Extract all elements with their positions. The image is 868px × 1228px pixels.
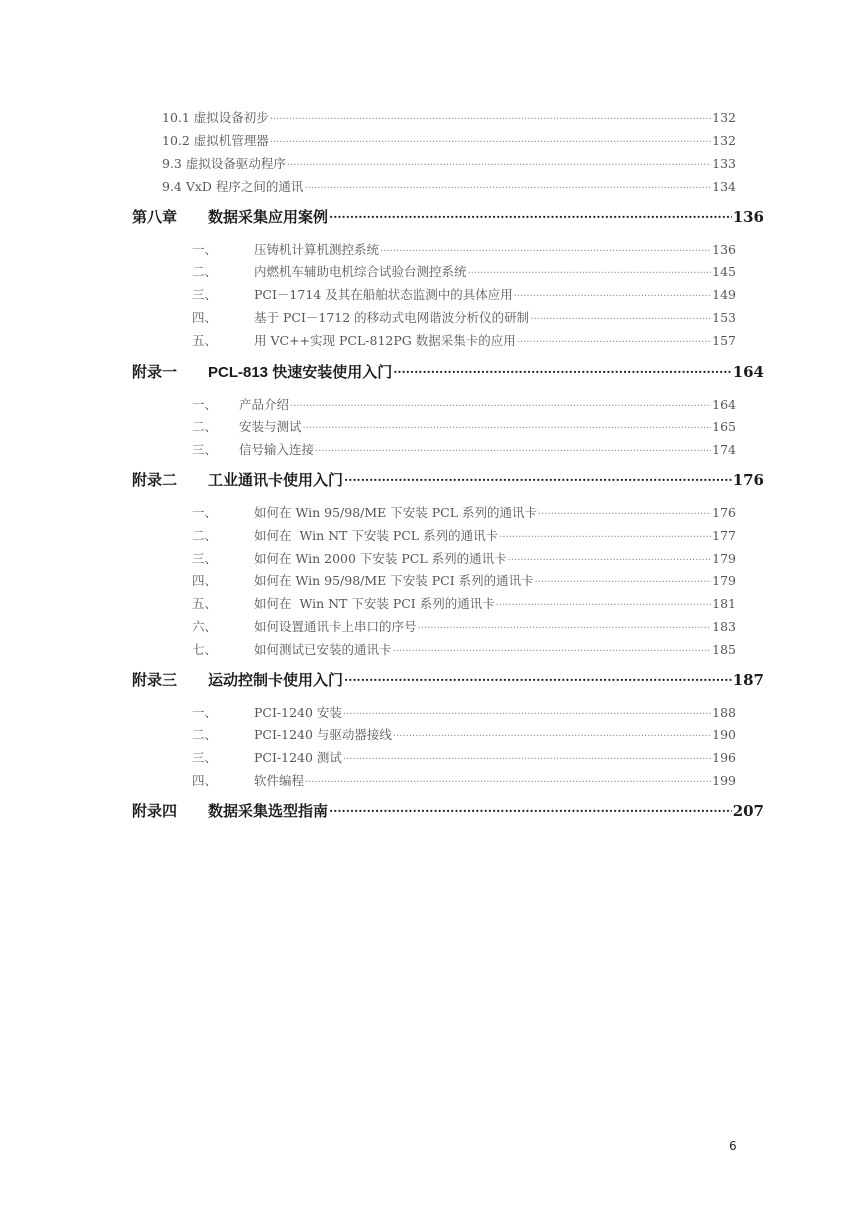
item-number: 二、 bbox=[192, 727, 218, 742]
chapter-label: 附录二 bbox=[132, 471, 178, 489]
toc-page-number: 136 bbox=[712, 242, 736, 257]
toc-entry-text: 信号输入连接 bbox=[239, 442, 315, 457]
toc-item bbox=[192, 725, 736, 743]
toc-entry-text: 9.3 虚拟设备驱动程序 bbox=[162, 156, 286, 171]
toc-entry-text: 安装与测试 bbox=[239, 419, 302, 434]
toc-page-number: 157 bbox=[712, 333, 736, 348]
chapter-title: 数据采集应用案例 bbox=[208, 208, 329, 226]
leader-dots bbox=[305, 773, 711, 786]
leader-dots bbox=[304, 179, 711, 192]
leader-dots bbox=[517, 333, 711, 346]
item-number: 一、 bbox=[192, 505, 218, 520]
item-number: 五、 bbox=[192, 596, 218, 611]
toc-chapter-heading bbox=[132, 206, 764, 227]
leader-dots bbox=[514, 287, 711, 300]
toc-page-number: 188 bbox=[712, 705, 736, 720]
toc-page-number: 199 bbox=[712, 773, 736, 788]
item-number: 三、 bbox=[192, 551, 218, 566]
item-number: 四、 bbox=[192, 573, 218, 588]
leader-dots bbox=[393, 727, 711, 740]
toc-item bbox=[192, 262, 736, 280]
toc-page-number: 181 bbox=[712, 596, 736, 611]
toc-item bbox=[192, 440, 736, 458]
toc-entry-text: 产品介绍 bbox=[239, 397, 290, 412]
toc-entry-text: 内燃机车辅助电机综合试验台测控系统 bbox=[254, 264, 467, 279]
toc-entry-text: PCI-1240 与驱动器接线 bbox=[254, 727, 392, 742]
toc-item bbox=[192, 308, 736, 326]
item-number: 一、 bbox=[192, 242, 218, 257]
toc-page-number: 183 bbox=[712, 619, 736, 634]
toc-chapter-heading bbox=[132, 469, 764, 490]
toc-entry-text: 10.2 虚拟机管理器 bbox=[162, 133, 269, 148]
toc-chapter-heading bbox=[132, 361, 764, 382]
toc-chapter-heading bbox=[132, 669, 764, 690]
toc-item bbox=[192, 617, 736, 635]
leader-dots bbox=[329, 801, 732, 816]
leader-dots bbox=[287, 156, 711, 169]
toc-item bbox=[192, 594, 736, 612]
toc-entry-text: 如何设置通讯卡上串口的序号 bbox=[254, 619, 417, 634]
leader-dots bbox=[344, 470, 732, 485]
toc-page-number: 176 bbox=[732, 471, 764, 489]
leader-dots bbox=[270, 110, 711, 123]
toc-item bbox=[192, 771, 736, 789]
toc-page-number: 176 bbox=[712, 505, 736, 520]
toc-entry-text: 如何在 Win 95/98/ME 下安装 PCI 系列的通讯卡 bbox=[254, 573, 534, 588]
toc-sub-entry bbox=[162, 131, 736, 149]
toc-page-number: 136 bbox=[732, 208, 764, 226]
leader-dots bbox=[468, 264, 712, 277]
toc-item bbox=[192, 503, 736, 521]
chapter-title: 运动控制卡使用入门 bbox=[208, 671, 344, 689]
toc-page-number: 207 bbox=[732, 802, 764, 820]
item-number: 一、 bbox=[192, 397, 218, 412]
chapter-title: 工业通讯卡使用入门 bbox=[208, 471, 344, 489]
leader-dots bbox=[270, 133, 711, 146]
toc-page-number: 190 bbox=[712, 727, 736, 742]
chapter-label: 附录一 bbox=[132, 363, 178, 381]
leader-dots bbox=[418, 619, 712, 632]
chapter-title: PCL-813 快速安装使用入门 bbox=[208, 364, 393, 381]
toc-item bbox=[192, 703, 736, 721]
toc-entry-text: 如何在 Win 2000 下安装 PCL 系列的通讯卡 bbox=[254, 551, 507, 566]
item-number: 一、 bbox=[192, 705, 218, 720]
toc-page-number: 133 bbox=[712, 156, 736, 171]
toc-page-number: 145 bbox=[712, 264, 736, 279]
toc-page-number: 179 bbox=[712, 551, 736, 566]
toc-item bbox=[192, 571, 736, 589]
toc-entry-text: 软件编程 bbox=[254, 773, 305, 788]
toc-entry-text: PCI-1240 测试 bbox=[254, 750, 342, 765]
chapter-title: 数据采集选型指南 bbox=[208, 802, 329, 820]
leader-dots bbox=[393, 362, 731, 377]
leader-dots bbox=[343, 750, 711, 763]
toc-sub-entry bbox=[162, 108, 736, 126]
toc-page-number: 185 bbox=[712, 642, 736, 657]
leader-dots bbox=[496, 596, 711, 609]
leader-dots bbox=[303, 419, 712, 432]
toc-item bbox=[192, 285, 736, 303]
toc-entry-text: 用 VC++实现 PCL-812PG 数据采集卡的应用 bbox=[254, 333, 516, 348]
toc-entry-text: 压铸机计算机测控系统 bbox=[254, 242, 380, 257]
item-number: 二、 bbox=[192, 528, 218, 543]
toc-page-number: 187 bbox=[732, 671, 764, 689]
toc-sub-entry bbox=[162, 154, 736, 172]
toc-page-number: 134 bbox=[712, 179, 736, 194]
footer-page-number: 6 bbox=[729, 1139, 737, 1153]
item-number: 三、 bbox=[192, 287, 218, 302]
toc-entry-text: 如何在 Win NT 下安装 PCL 系列的通讯卡 bbox=[254, 528, 499, 543]
leader-dots bbox=[499, 528, 711, 541]
toc-page-number: 153 bbox=[712, 310, 736, 325]
toc-entry-text: 基于 PCI－1712 的移动式电网谐波分析仪的研制 bbox=[254, 310, 530, 325]
item-number: 三、 bbox=[192, 442, 218, 457]
item-number: 七、 bbox=[192, 642, 218, 657]
chapter-label: 附录三 bbox=[132, 671, 178, 689]
chapter-label: 附录四 bbox=[132, 802, 178, 820]
toc-entry-text: 如何在 Win NT 下安装 PCI 系列的通讯卡 bbox=[254, 596, 495, 611]
item-number: 二、 bbox=[192, 419, 218, 434]
toc-item bbox=[192, 526, 736, 544]
item-number: 四、 bbox=[192, 310, 218, 325]
toc-page-number: 177 bbox=[712, 528, 736, 543]
item-number: 四、 bbox=[192, 773, 218, 788]
leader-dots bbox=[343, 705, 711, 718]
item-number: 二、 bbox=[192, 264, 218, 279]
leader-dots bbox=[508, 551, 712, 564]
leader-dots bbox=[329, 207, 732, 222]
leader-dots bbox=[380, 242, 711, 255]
toc-page-number: 149 bbox=[712, 287, 736, 302]
toc-entry-text: PCI-1240 安装 bbox=[254, 705, 342, 720]
toc-page-number: 164 bbox=[712, 397, 736, 412]
toc-page-number: 164 bbox=[732, 363, 764, 381]
toc-item bbox=[192, 640, 736, 658]
toc-item bbox=[192, 240, 736, 258]
toc-page-number: 179 bbox=[712, 573, 736, 588]
chapter-label: 第八章 bbox=[132, 208, 178, 226]
toc-item bbox=[192, 549, 736, 567]
toc-page-number: 174 bbox=[712, 442, 736, 457]
toc-item bbox=[192, 331, 736, 349]
item-number: 六、 bbox=[192, 619, 218, 634]
item-number: 三、 bbox=[192, 750, 218, 765]
toc-page-number: 132 bbox=[712, 133, 736, 148]
leader-dots bbox=[290, 397, 711, 410]
toc-entry-text: 10.1 虚拟设备初步 bbox=[162, 110, 269, 125]
toc-item bbox=[192, 748, 736, 766]
leader-dots bbox=[535, 573, 712, 586]
toc-entry-text: 9.4 VxD 程序之间的通讯 bbox=[162, 179, 304, 194]
toc-page-number: 165 bbox=[712, 419, 736, 434]
toc-entry-text: 如何测试已安装的通讯卡 bbox=[254, 642, 392, 657]
toc-sub-entry bbox=[162, 177, 736, 195]
toc-page-number: 132 bbox=[712, 110, 736, 125]
leader-dots bbox=[315, 442, 711, 455]
toc-page-number: 196 bbox=[712, 750, 736, 765]
leader-dots bbox=[530, 310, 711, 323]
toc-item bbox=[192, 395, 736, 413]
leader-dots bbox=[393, 642, 712, 655]
toc-chapter-heading bbox=[132, 800, 764, 821]
leader-dots bbox=[344, 670, 732, 685]
toc-item bbox=[192, 417, 736, 435]
leader-dots bbox=[538, 505, 711, 518]
item-number: 五、 bbox=[192, 333, 218, 348]
toc-entry-text: 如何在 Win 95/98/ME 下安装 PCL 系列的通讯卡 bbox=[254, 505, 537, 520]
toc-entry-text: PCI－1714 及其在船舶状态监测中的具体应用 bbox=[254, 287, 513, 302]
